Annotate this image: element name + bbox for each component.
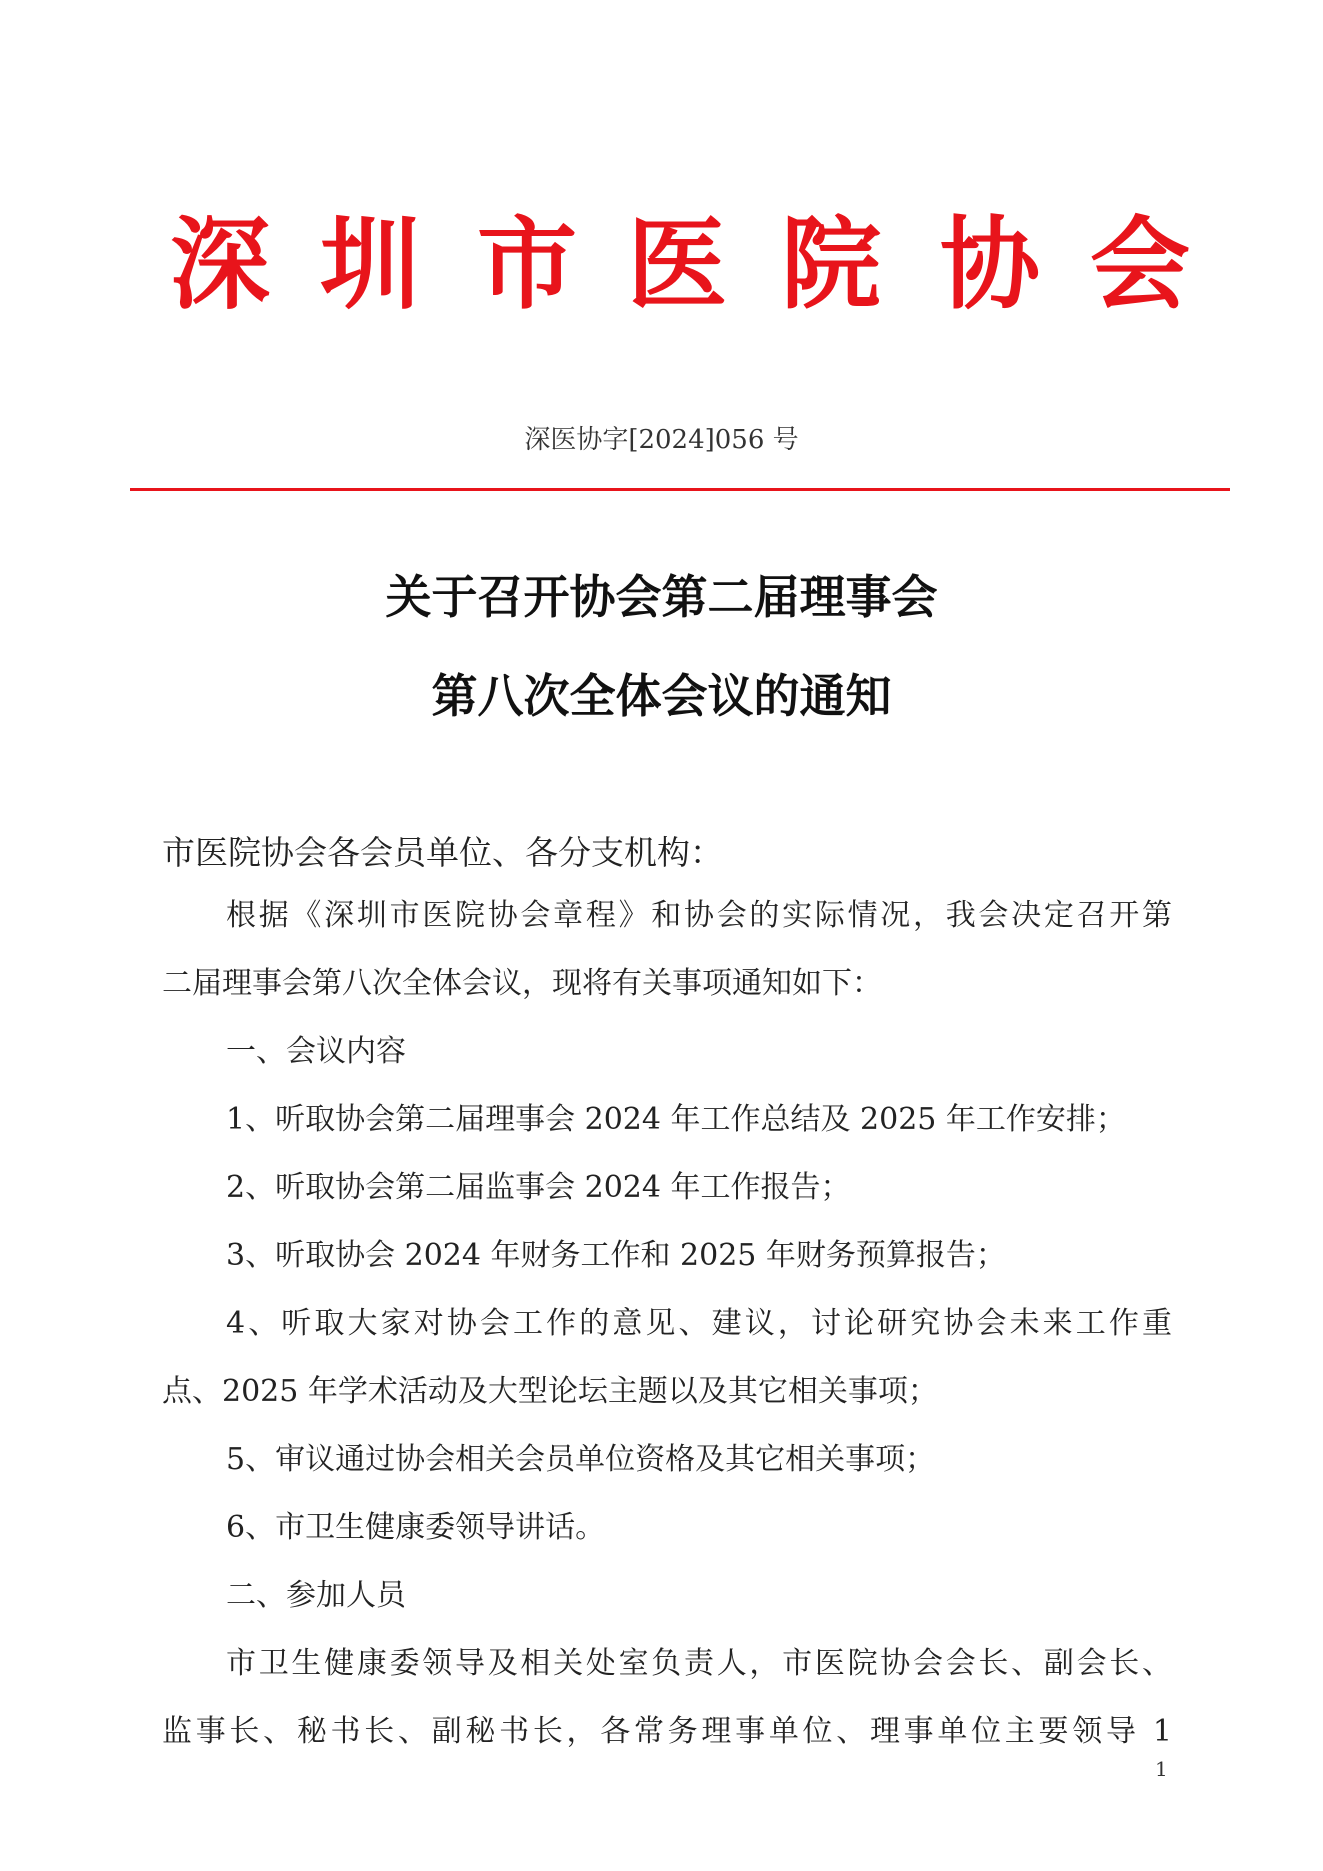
intro-line-2: 二届理事会第八次全体会议，现将有关事项通知如下： (162, 966, 882, 1001)
agenda-item-4-continued: 点、2025 年学术活动及大型论坛主题以及其它相关事项； (162, 1374, 938, 1409)
agenda-item-1: 1、听取协会第二届理事会 2024 年工作总结及 2025 年工作安排； (226, 1102, 1126, 1137)
section-heading-participants: 二、参加人员 (226, 1578, 406, 1613)
red-divider (130, 488, 1230, 491)
section-heading-meeting-content: 一、会议内容 (226, 1034, 406, 1069)
masthead-char: 圳 (320, 206, 420, 323)
participants-line-1: 市卫生健康委领导及相关处室负责人，市医院协会会长、副会长、 (226, 1646, 1172, 1681)
masthead-char: 协 (940, 206, 1040, 323)
agenda-item-4: 4、听取大家对协会工作的意见、建议，讨论研究协会未来工作重 (226, 1306, 1172, 1341)
agenda-item-5: 5、审议通过协会相关会员单位资格及其它相关事项； (226, 1442, 936, 1477)
masthead-char: 会 (1090, 206, 1190, 323)
agenda-item-3: 3、听取协会 2024 年财务工作和 2025 年财务预算报告； (226, 1238, 1006, 1273)
salutation: 市医院协会各会员单位、各分支机构： (162, 833, 723, 872)
masthead-char: 市 (477, 206, 577, 323)
participants-line-2: 监事长、秘书长、副秘书长，各常务理事单位、理事单位主要领导 1 (162, 1714, 1172, 1749)
notice-title-line-1: 关于召开协会第二届理事会 (385, 570, 938, 624)
document-number: 深医协字[2024]056 号 (524, 425, 799, 455)
agenda-item-6: 6、市卫生健康委领导讲话。 (226, 1510, 606, 1545)
masthead-char: 医 (627, 206, 727, 323)
intro-line-1: 根据《深圳市医院协会章程》和协会的实际情况，我会决定召开第 (226, 898, 1172, 933)
masthead-char: 深 (170, 206, 270, 323)
masthead (0, 205, 1323, 325)
masthead-char: 院 (781, 206, 881, 323)
notice-title-line-2: 第八次全体会议的通知 (431, 669, 892, 723)
agenda-item-2: 2、听取协会第二届监事会 2024 年工作报告； (226, 1170, 851, 1205)
page-number: 1 (1155, 1757, 1168, 1781)
